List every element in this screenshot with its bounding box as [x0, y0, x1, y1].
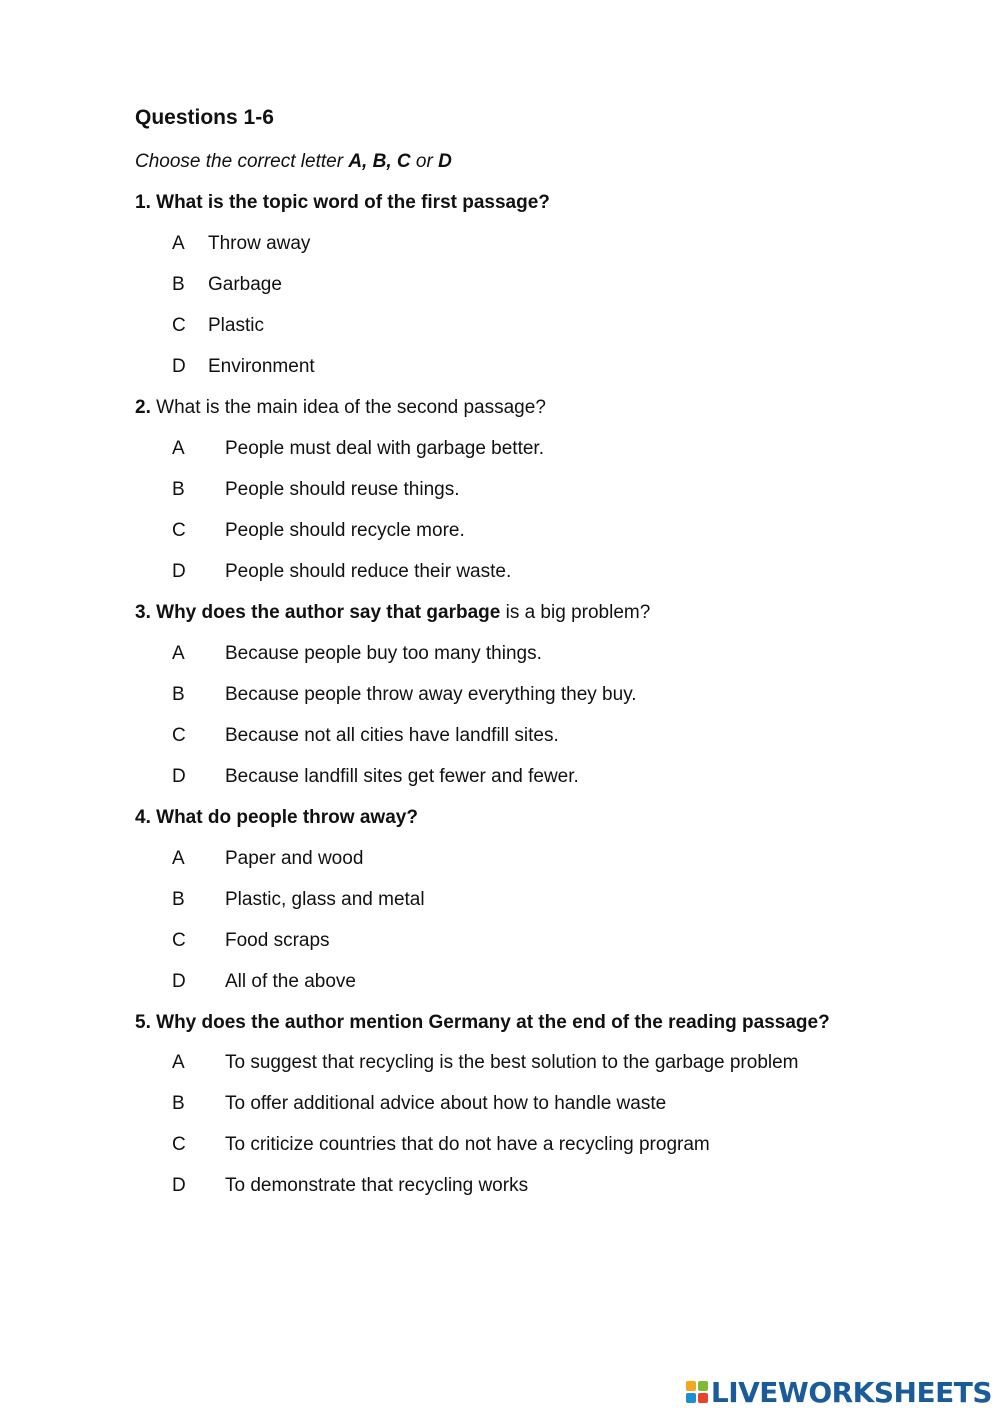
option-letter: B	[172, 684, 185, 705]
question-5	[135, 1012, 830, 1034]
option-text: To criticize countries that do not have a recycling program	[225, 1134, 710, 1155]
option-text: Plastic	[208, 315, 264, 336]
option-letter: C	[172, 315, 186, 336]
instruction-letters: A, B, C	[348, 151, 411, 172]
option-letter: B	[172, 274, 185, 295]
option-letter: B	[172, 479, 185, 500]
option-letter: D	[172, 1175, 186, 1196]
option-text: Because landfill sites get fewer and fewer.	[225, 766, 579, 787]
option-letter: B	[172, 1093, 185, 1114]
question-number: 2.	[135, 397, 151, 418]
option-letter: A	[172, 643, 185, 664]
liveworksheets-logo[interactable]	[686, 1377, 992, 1407]
option-letter: C	[172, 1134, 186, 1155]
question-3	[135, 602, 650, 624]
option-letter: D	[172, 766, 186, 787]
option-letter: C	[172, 725, 186, 746]
option-letter: A	[172, 438, 185, 459]
option-text: People should recycle more.	[225, 520, 465, 541]
option-text: Throw away	[208, 233, 311, 254]
option-letter: D	[172, 971, 186, 992]
question-2	[135, 397, 546, 419]
option-text: To suggest that recycling is the best solution to the garbage problem	[225, 1052, 799, 1073]
instruction-last-letter: D	[438, 151, 452, 172]
option-text: People must deal with garbage better.	[225, 438, 544, 459]
question-1	[135, 192, 550, 214]
option-letter: D	[172, 561, 186, 582]
question-number: 3.	[135, 602, 151, 623]
logo-square-1	[686, 1381, 696, 1391]
logo-square-2	[698, 1381, 708, 1391]
option-text: Garbage	[208, 274, 282, 295]
question-text-bold: Why does the author say that garbage	[156, 602, 501, 623]
logo-icon	[686, 1381, 708, 1403]
question-text-bold: What do people throw away?	[156, 807, 418, 828]
question-number: 4.	[135, 807, 151, 828]
option-letter: D	[172, 356, 186, 377]
option-text: Because not all cities have landfill sites.	[225, 725, 559, 746]
option-letter: B	[172, 889, 185, 910]
option-text: Because people throw away everything they buy.	[225, 684, 637, 705]
question-text-bold: What is the topic word of the first passage?	[156, 192, 550, 213]
option-text: Plastic, glass and metal	[225, 889, 425, 910]
question-text: is a big problem?	[500, 602, 651, 623]
option-text: People should reuse things.	[225, 479, 460, 500]
option-letter: A	[172, 233, 185, 254]
instruction-text	[135, 151, 452, 173]
option-text: All of the above	[225, 971, 356, 992]
logo-square-4	[698, 1393, 708, 1403]
question-text: What is the main idea of the second passage?	[156, 397, 546, 418]
option-text: People should reduce their waste.	[225, 561, 512, 582]
option-text: Environment	[208, 356, 315, 377]
option-text: To demonstrate that recycling works	[225, 1175, 529, 1196]
question-4	[135, 807, 418, 829]
option-text: Paper and wood	[225, 848, 364, 869]
question-text-bold: Why does the author mention Germany at the end of the reading passage?	[156, 1012, 830, 1033]
option-letter: C	[172, 930, 186, 951]
option-letter: A	[172, 848, 185, 869]
option-letter: A	[172, 1052, 185, 1073]
instruction-or: or	[410, 151, 439, 172]
question-number: 1.	[135, 192, 151, 213]
option-text: Because people buy too many things.	[225, 643, 542, 664]
page-title: Questions 1-6	[135, 106, 274, 129]
logo-text: LIVEWORKSHEETS	[710, 1375, 992, 1409]
instruction-prefix: Choose the correct letter	[135, 151, 349, 172]
option-letter: C	[172, 520, 186, 541]
option-text: To offer additional advice about how to handle waste	[225, 1093, 667, 1114]
question-number: 5.	[135, 1012, 151, 1033]
option-text: Food scraps	[225, 930, 330, 951]
logo-square-3	[686, 1393, 696, 1403]
